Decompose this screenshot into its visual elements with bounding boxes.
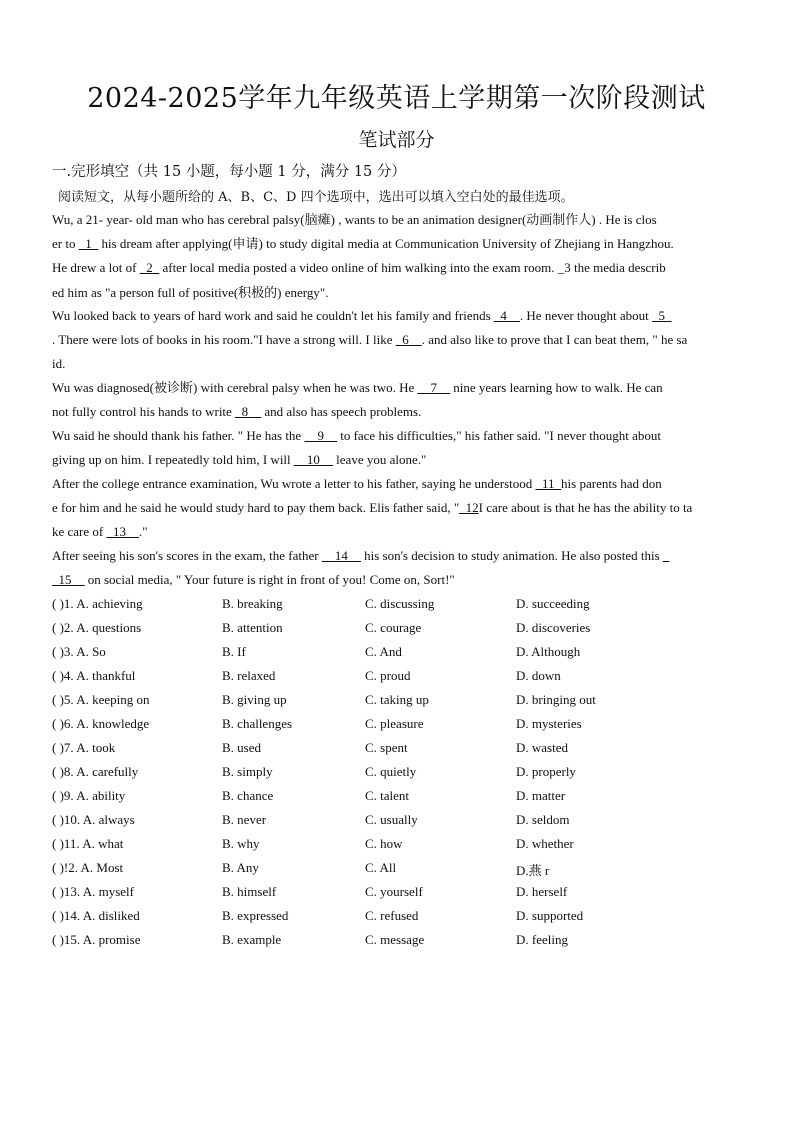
option-c: C. spent bbox=[365, 740, 408, 755]
passage-text: ed him as "a person full of positive(积极的) energy". bbox=[52, 285, 329, 300]
passage-text: Wu was diagnosed(被诊断) with cerebral palsy when he was two. He bbox=[52, 380, 418, 395]
passage-text: his dream after applying(申请) to study digital media at Communication University of Zhejiang in Hangzhou. bbox=[98, 236, 674, 251]
option-c: C. talent bbox=[365, 788, 410, 803]
answer-blank: _1_ bbox=[78, 236, 99, 251]
answer-blank: _13__ bbox=[106, 524, 139, 539]
passage-text: on social media, " Your future is right in front of you! Come on, Sort!" bbox=[84, 572, 455, 587]
passage-text: ke care of bbox=[52, 524, 107, 539]
answer-blank: _6__ bbox=[395, 332, 422, 347]
question-number-option-a: ( )15. A. promise bbox=[52, 932, 141, 947]
passage-text: ." bbox=[139, 524, 148, 539]
option-b: B. challenges bbox=[222, 716, 293, 731]
option-c: C. message bbox=[365, 932, 425, 947]
option-d: D. wasted bbox=[516, 740, 568, 755]
option-b: B. giving up bbox=[222, 692, 287, 707]
option-b: B. chance bbox=[222, 788, 274, 803]
option-b: B. Any bbox=[222, 860, 259, 875]
option-c: C. All bbox=[365, 860, 397, 875]
option-b: B. relaxed bbox=[222, 668, 276, 683]
passage-line bbox=[52, 209, 657, 228]
passage-text: Wu, a 21- year- old man who has cerebral palsy(脑瘫) , wants to be an animation designer(动画制作人) . He is clos bbox=[52, 212, 657, 227]
option-b: B. breaking bbox=[222, 596, 283, 611]
option-d: D. whether bbox=[516, 836, 574, 851]
passage-text: He drew a lot of bbox=[52, 260, 140, 275]
option-c: C. discussing bbox=[365, 596, 435, 611]
option-d: D. feeling bbox=[516, 932, 568, 947]
passage-text: Wu said he should thank his father. " He has the bbox=[52, 428, 305, 443]
answer-blank: _15__ bbox=[52, 572, 85, 587]
option-d: D. succeeding bbox=[516, 596, 590, 611]
passage-text: I care about is that he has the ability to ta bbox=[478, 500, 693, 515]
option-b: B. used bbox=[222, 740, 261, 755]
option-b: B. himself bbox=[222, 884, 277, 899]
passage-text: and also has speech problems. bbox=[261, 404, 422, 419]
passage-text: After the college entrance examination, Wu wrote a letter to his father, saying he understood bbox=[52, 476, 536, 491]
passage-line bbox=[52, 377, 663, 396]
section-heading: 一.完形填空（共 15 小题，每小题 1 分，满分 15 分） bbox=[52, 164, 406, 180]
option-d: D. seldom bbox=[516, 812, 570, 827]
passage-text: to face his difficulties," his father said. "I never thought about bbox=[336, 428, 662, 443]
option-b: B. simply bbox=[222, 764, 273, 779]
passage-line bbox=[52, 524, 148, 540]
option-c: C. how bbox=[365, 836, 403, 851]
option-d: D. Although bbox=[516, 644, 581, 659]
option-d: D. supported bbox=[516, 908, 584, 923]
passage-text: . There were lots of books in his room."I have a strong will. I like bbox=[52, 332, 396, 347]
option-d: D. discoveries bbox=[516, 620, 591, 635]
passage-text: er to bbox=[52, 236, 79, 251]
passage-text: e for him and he said he would study hard to pay them back. Elis father said, " bbox=[52, 500, 460, 515]
answer-blank: __10__ bbox=[293, 452, 333, 467]
passage-line bbox=[52, 260, 666, 276]
passage-text: . and also like to prove that I can beat them, " he sa bbox=[421, 332, 688, 347]
question-number-option-a: ( )!2. A. Most bbox=[52, 860, 124, 875]
passage-line bbox=[52, 282, 328, 301]
passage-line bbox=[52, 356, 65, 372]
option-b: B. never bbox=[222, 812, 267, 827]
question-number-option-a: ( )9. A. ability bbox=[52, 788, 126, 803]
question-number-option-a: ( )13. A. myself bbox=[52, 884, 134, 899]
option-d: D. matter bbox=[516, 788, 566, 803]
answer-blank: _11_ bbox=[535, 476, 562, 491]
answer-blank: _ bbox=[662, 548, 670, 563]
option-b: B. attention bbox=[222, 620, 283, 635]
instructions: 阅读短文，从每小题所给的 A、B、C、D 四个选项中，选出可以填入空白处的最佳选项。 bbox=[58, 190, 574, 205]
option-b: B. example bbox=[222, 932, 282, 947]
option-c: C. yourself bbox=[365, 884, 423, 899]
passage-line bbox=[52, 308, 672, 324]
passage-text: his parents had don bbox=[561, 476, 662, 491]
passage-text: after local media posted a video online of him walking into the exam room. _3 the media describ bbox=[159, 260, 666, 275]
passage-line bbox=[52, 233, 674, 252]
question-number-option-a: ( )5. A. keeping on bbox=[52, 692, 150, 707]
option-c: C. And bbox=[365, 644, 402, 659]
passage-text: nine years learning how to walk. He can bbox=[450, 380, 663, 395]
passage-text: his son's decision to study animation. He also posted this bbox=[360, 548, 663, 563]
answer-blank: _5_ bbox=[652, 308, 672, 323]
option-c: C. usually bbox=[365, 812, 418, 827]
answer-blank: __9__ bbox=[304, 428, 337, 443]
option-d: D. properly bbox=[516, 764, 576, 779]
passage-text: giving up on him. I repeatedly told him, I will bbox=[52, 452, 294, 467]
option-c: C. proud bbox=[365, 668, 411, 683]
answer-blank: _2_ bbox=[139, 260, 160, 275]
passage-line bbox=[52, 404, 421, 420]
question-number-option-a: ( )3. A. So bbox=[52, 644, 106, 659]
option-d: D. down bbox=[516, 668, 561, 683]
option-c: C. refused bbox=[365, 908, 419, 923]
option-b: B. why bbox=[222, 836, 260, 851]
question-number-option-a: ( )4. A. thankful bbox=[52, 668, 136, 683]
question-number-option-a: ( )1. A. achieving bbox=[52, 596, 143, 611]
option-d: D.燕 r bbox=[516, 863, 550, 878]
option-d: D. bringing out bbox=[516, 692, 596, 707]
option-b: B. expressed bbox=[222, 908, 289, 923]
option-d: D. mysteries bbox=[516, 716, 582, 731]
page-title: 2024-2025学年九年级英语上学期第一次阶段测试 bbox=[87, 83, 706, 114]
question-number-option-a: ( )14. A. disliked bbox=[52, 908, 140, 923]
answer-blank: __14__ bbox=[321, 548, 361, 563]
question-number-option-a: ( )7. A. took bbox=[52, 740, 116, 755]
passage-line bbox=[52, 476, 662, 492]
option-b: B. If bbox=[222, 644, 246, 659]
option-c: C. taking up bbox=[365, 692, 429, 707]
option-d: D. herself bbox=[516, 884, 568, 899]
passage-text: not fully control his hands to write bbox=[52, 404, 236, 419]
question-number-option-a: ( )8. A. carefully bbox=[52, 764, 139, 779]
passage-text: leave you alone." bbox=[332, 452, 427, 467]
option-c: C. quietly bbox=[365, 764, 417, 779]
question-number-option-a: ( )11. A. what bbox=[52, 836, 124, 851]
passage-line bbox=[52, 428, 661, 444]
passage-line bbox=[52, 572, 455, 588]
answer-blank: _4__ bbox=[493, 308, 520, 323]
question-number-option-a: ( )10. A. always bbox=[52, 812, 135, 827]
passage-line bbox=[52, 548, 669, 564]
option-c: C. courage bbox=[365, 620, 422, 635]
page-subtitle: 笔试部分 bbox=[358, 129, 435, 151]
passage-text: Wu looked back to years of hard work and said he couldn't let his family and friends bbox=[52, 308, 494, 323]
passage-text: After seeing his son's scores in the exam, the father bbox=[52, 548, 322, 563]
question-number-option-a: ( )2. A. questions bbox=[52, 620, 142, 635]
passage-line bbox=[52, 500, 692, 516]
answer-blank: __7__ bbox=[417, 380, 451, 395]
passage-line bbox=[52, 452, 426, 468]
passage-text: id. bbox=[52, 356, 66, 371]
option-c: C. pleasure bbox=[365, 716, 424, 731]
passage-line bbox=[52, 332, 687, 348]
answer-blank: _12 bbox=[459, 500, 479, 515]
answer-blank: _8__ bbox=[235, 404, 262, 419]
passage-text: . He never thought about bbox=[519, 308, 653, 323]
question-number-option-a: ( )6. A. knowledge bbox=[52, 716, 150, 731]
